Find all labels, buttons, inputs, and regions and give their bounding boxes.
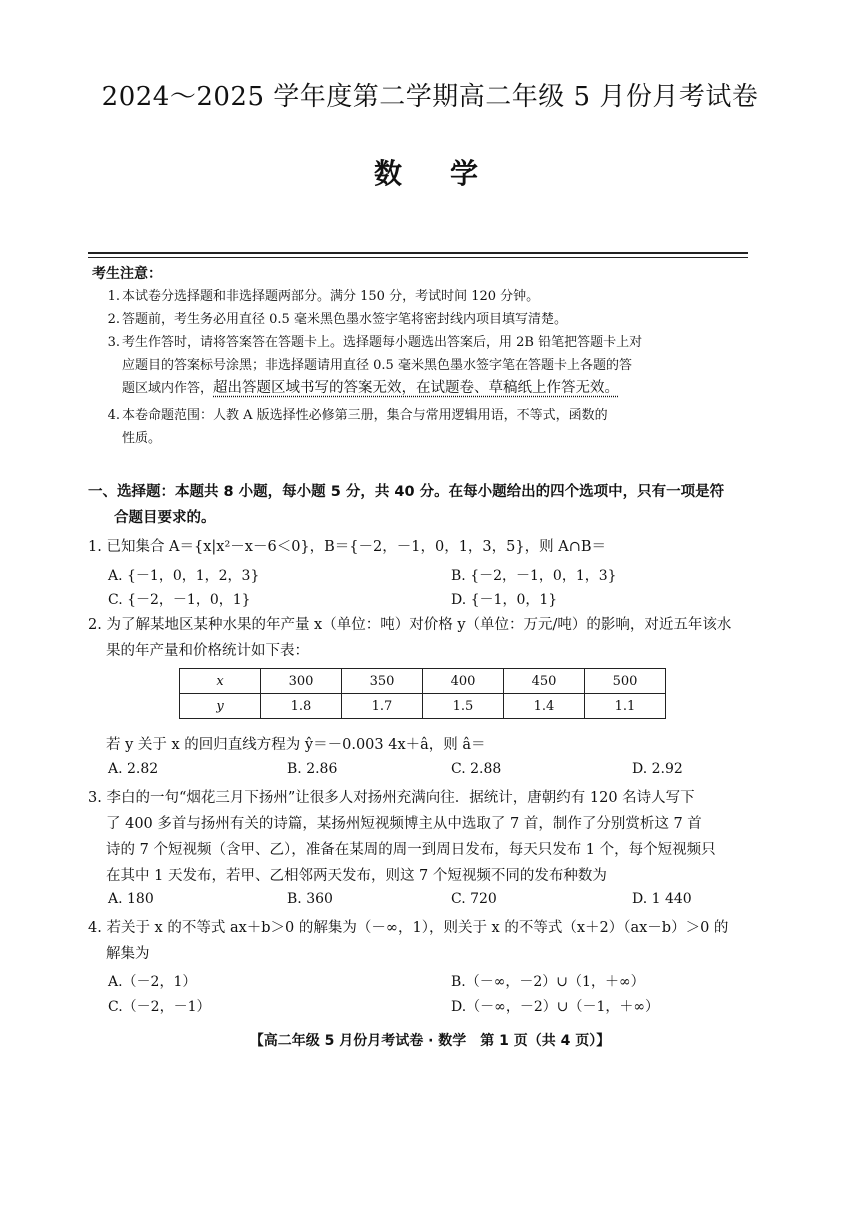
notice-text: 考生作答时，请将答案答在答题卡上。选择题每小题选出答案后，用 2B 铅笔把答题卡上对 <box>122 335 643 350</box>
stem-line: 4. 若关于 x 的不等式 ax＋b＞0 的解集为（－∞，1），则关于 x 的不等式（x＋2）（ax－b）＞0 的 <box>88 920 729 936</box>
table-cell: x <box>180 669 261 694</box>
table-row <box>180 669 666 694</box>
q2-option-b: B. 2.86 <box>287 761 338 777</box>
stem-line: 3. 李白的一句“烟花三月下扬州”让很多人对扬州充满向往．据统计，唐朝约有 120 名诗人写下 <box>88 790 695 806</box>
notice-text: 本试卷分选择题和非选择题两部分。满分 150 分，考试时间 120 分钟。 <box>122 289 540 304</box>
table-cell: 1.4 <box>504 694 585 719</box>
section-heading <box>88 479 758 531</box>
table-row <box>180 694 666 719</box>
data-table <box>179 668 666 719</box>
notice-emphasis: 超出答题区域书写的答案无效，在试题卷、草稿纸上作答无效。 <box>213 380 620 396</box>
q4-option-a: A.（－2，1） <box>108 974 197 990</box>
header-divider-thick <box>88 252 748 254</box>
notice-item-4 <box>92 404 752 450</box>
notice-heading: 考生注意： <box>92 266 162 282</box>
q1-option-a: A. {－1，0，1，2，3} <box>108 568 260 584</box>
stem-line: 解集为 <box>106 946 150 962</box>
question-2-after: 若 y 关于 x 的回归直线方程为 ŷ＝－0.003 4x＋â，则 â＝ <box>106 737 486 753</box>
q3-option-a: A. 180 <box>108 891 154 907</box>
section-line: 一、选择题：本题共 8 小题，每小题 5 分，共 40 分。在每小题给出的四个选项中，只有一项是符 <box>88 484 725 500</box>
notice-text: 本卷命题范围：人教 A 版选择性必修第三册，集合与常用逻辑用语，不等式，函数的 <box>122 408 608 423</box>
q3-option-d: D. 1 440 <box>632 891 692 907</box>
table-cell: 1.1 <box>585 694 666 719</box>
q4-option-c: C.（－2，－1） <box>108 999 211 1015</box>
table-cell: 450 <box>504 669 585 694</box>
notice-text: 题区域内作答， <box>122 381 214 396</box>
notice-num: 3. <box>107 335 120 350</box>
stem-line: 诗的 7 个短视频（含甲、乙），准备在某周的周一到周日发布，每天只发布 1 个，每个短视频只 <box>106 842 716 858</box>
table-cell: y <box>180 694 261 719</box>
q3-option-b: B. 360 <box>287 891 333 907</box>
exam-title: 2024～2025 学年度第二学期高二年级 5 月份月考试卷 <box>101 82 759 112</box>
table-cell: 1.7 <box>342 694 423 719</box>
q3-option-c: C. 720 <box>451 891 497 907</box>
q1-option-d: D. {－1，0，1} <box>451 592 558 608</box>
q2-option-d: D. 2.92 <box>632 761 683 777</box>
section-line: 合题目要求的。 <box>114 510 216 526</box>
q2-option-a: A. 2.82 <box>108 761 159 777</box>
header-divider-thin <box>88 257 748 258</box>
table-cell: 1.8 <box>261 694 342 719</box>
notice-item-1 <box>92 285 752 308</box>
notice-text: 性质。 <box>122 431 162 446</box>
table-cell: 300 <box>261 669 342 694</box>
q2-option-c: C. 2.88 <box>451 761 502 777</box>
notice-num: 4. <box>107 408 120 423</box>
notice-text: 答题前，考生务必用直径 0.5 毫米黑色墨水签字笔将密封线内项目填写清楚。 <box>122 312 567 327</box>
q4-option-d: D.（－∞，－2）∪（－1，＋∞） <box>451 999 660 1015</box>
stem-line: 2. 为了解某地区某种水果的年产量 x（单位：吨）对价格 y（单位：万元/吨）的影响，对近五年该水 <box>88 617 732 633</box>
notice-item-3 <box>92 331 752 400</box>
subject-title: 数学 <box>373 157 526 190</box>
q1-option-c: C. {－2，－1，0，1} <box>108 592 251 608</box>
stem-line: 在其中 1 天发布，若甲、乙相邻两天发布，则这 7 个短视频不同的发布种数为 <box>106 868 607 884</box>
notice-num: 2. <box>107 312 120 327</box>
question-3-stem <box>88 785 758 889</box>
table-cell: 1.5 <box>423 694 504 719</box>
question-4-stem <box>88 915 758 967</box>
notice-item-2 <box>92 308 752 331</box>
q4-option-b: B.（－∞，－2）∪（1，＋∞） <box>451 974 645 990</box>
table-cell: 400 <box>423 669 504 694</box>
notice-text: 应题目的答案标号涂黑；非选择题请用直径 0.5 毫米黑色墨水签字笔在答题卡上各题的答 <box>122 358 632 373</box>
stem-line: 了 400 多首与扬州有关的诗篇，某扬州短视频博主从中选取了 7 首，制作了分别赏析这 7 首 <box>106 816 702 832</box>
q1-option-b: B. {－2，－1，0，1，3} <box>451 568 617 584</box>
stem-line: 果的年产量和价格统计如下表： <box>106 643 309 659</box>
table-cell: 350 <box>342 669 423 694</box>
table-cell: 500 <box>585 669 666 694</box>
question-1-stem: 1. 已知集合 A＝{x|x²－x－6＜0}，B＝{－2，－1，0，1，3，5}，则 A∩B＝ <box>88 539 606 555</box>
notice-num: 1. <box>107 289 120 304</box>
page-footer: 【高二年级 5 月份月考试卷 · 数学 第 1 页（共 4 页）】 <box>249 1033 611 1049</box>
question-2-stem <box>88 612 758 664</box>
